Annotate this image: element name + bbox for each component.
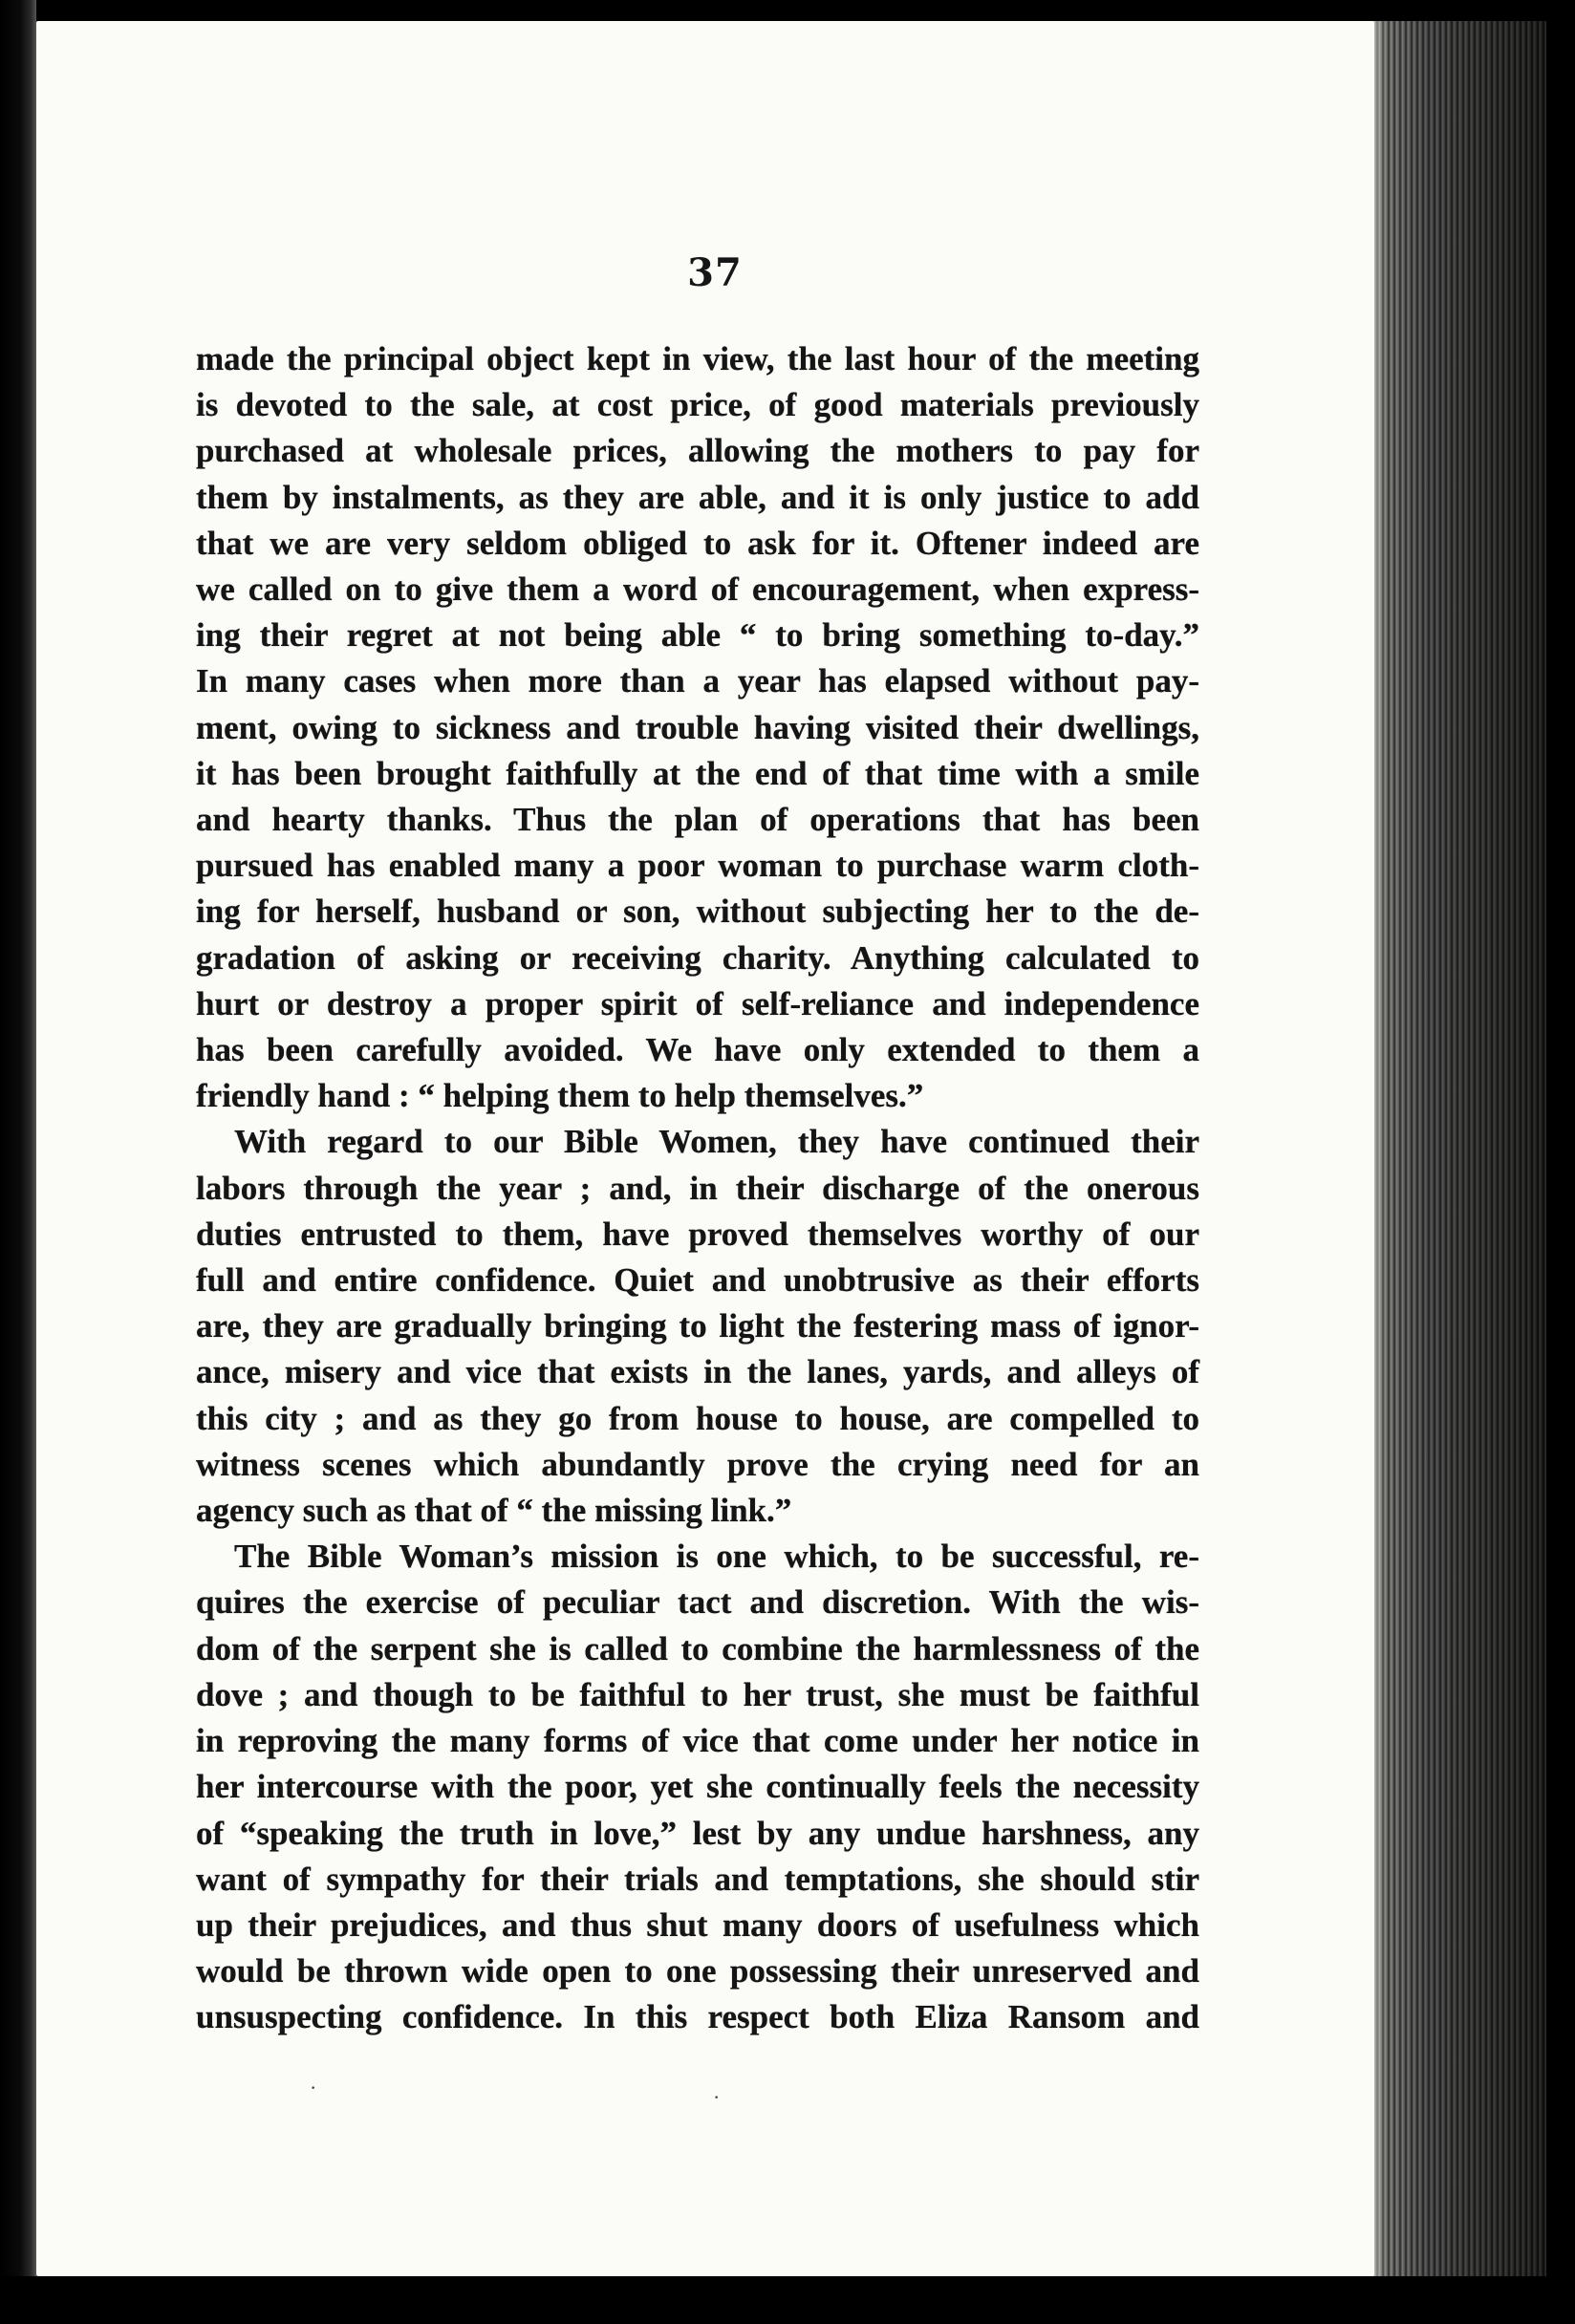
text-line: ment, owing to sickness and trouble having visited their dwellings, <box>196 708 1199 746</box>
text-line: her intercourse with the poor, yet she continually feels the necessity <box>196 1768 1199 1806</box>
text-line: dove ; and though to be faithful to her trust, she must be faithful <box>196 1675 1199 1713</box>
text-line: in reproving the many forms of vice that come under her notice in <box>196 1722 1199 1760</box>
text-line: pursued has enabled many a poor woman to purchase warm cloth- <box>196 847 1199 885</box>
text-line: gradation of asking or receiving charity. Anything calculated to <box>196 938 1199 977</box>
text-line: we called on to give them a word of encouragement, when express- <box>196 570 1199 609</box>
text-line: would be thrown wide open to one possessing their unreserved and <box>196 1952 1199 1990</box>
text-line: purchased at wholesale prices, allowing the mothers to pay for <box>196 432 1199 470</box>
text-line: witness scenes which abundantly prove the crying need for an <box>196 1445 1199 1483</box>
text-line: want of sympathy for their trials and temptations, she should stir <box>196 1860 1199 1898</box>
text-line: up their prejudices, and thus shut many doors of usefulness which <box>196 1905 1199 1944</box>
book-page <box>36 21 1374 2276</box>
text-line: With regard to our Bible Women, they have continued their <box>234 1123 1199 1161</box>
text-line: quires the exercise of peculiar tact and discretion. With the wis- <box>196 1583 1199 1622</box>
text-line: dom of the serpent she is called to combine the harmlessness of the <box>196 1629 1199 1668</box>
text-line: ing for herself, husband or son, without subjecting her to the de- <box>196 893 1199 931</box>
scan-bottom-border <box>0 2276 1575 2324</box>
text-line: The Bible Woman’s mission is one which, to be successful, re- <box>234 1538 1199 1576</box>
page-body-text <box>196 336 1199 2041</box>
text-line: friendly hand : “ helping them to help themselves.” <box>196 1077 924 1115</box>
text-line: it has been brought faithfully at the end of that time with a smile <box>196 754 1199 792</box>
text-line: them by instalments, as they are able, and it is only justice to add <box>196 478 1199 516</box>
text-line: of “speaking the truth in love,” lest by any undue harshness, any <box>196 1814 1199 1852</box>
left-binding-shadow <box>0 0 36 2324</box>
ink-speck: · <box>310 2076 317 2099</box>
text-line: labors through the year ; and, in their discharge of the onerous <box>196 1169 1199 1207</box>
text-line: this city ; and as they go from house to house, are compelled to <box>196 1399 1199 1437</box>
text-line: ance, misery and vice that exists in the lanes, yards, and alleys of <box>196 1353 1199 1391</box>
text-line: unsuspecting confidence. In this respect both Eliza Ransom and <box>196 1998 1199 2036</box>
text-line: full and entire confidence. Quiet and unobtrusive as their efforts <box>196 1261 1199 1300</box>
text-line: ing their regret at not being able “ to bring something to-day.” <box>196 616 1199 655</box>
text-line: made the principal object kept in view, the last hour of the meeting <box>196 340 1199 377</box>
ink-speck: · <box>713 2085 721 2109</box>
text-line: are, they are gradually bringing to light the festering mass of ignor- <box>196 1307 1199 1345</box>
text-line: agency such as that of “ the missing link.” <box>196 1492 792 1530</box>
page-number: 37 <box>687 250 743 295</box>
text-line: In many cases when more than a year has elapsed without pay- <box>196 662 1199 700</box>
text-line: and hearty thanks. Thus the plan of operations that has been <box>196 801 1199 839</box>
text-line: duties entrusted to them, have proved themselves worthy of our <box>196 1215 1199 1253</box>
text-line: that we are very seldom obliged to ask for it. Oftener indeed are <box>196 524 1199 562</box>
text-line: hurt or destroy a proper spirit of self-reliance and independence <box>196 984 1199 1022</box>
text-line: has been carefully avoided. We have only extended to them a <box>196 1031 1199 1069</box>
text-line: is devoted to the sale, at cost price, of good materials previously <box>196 386 1199 424</box>
